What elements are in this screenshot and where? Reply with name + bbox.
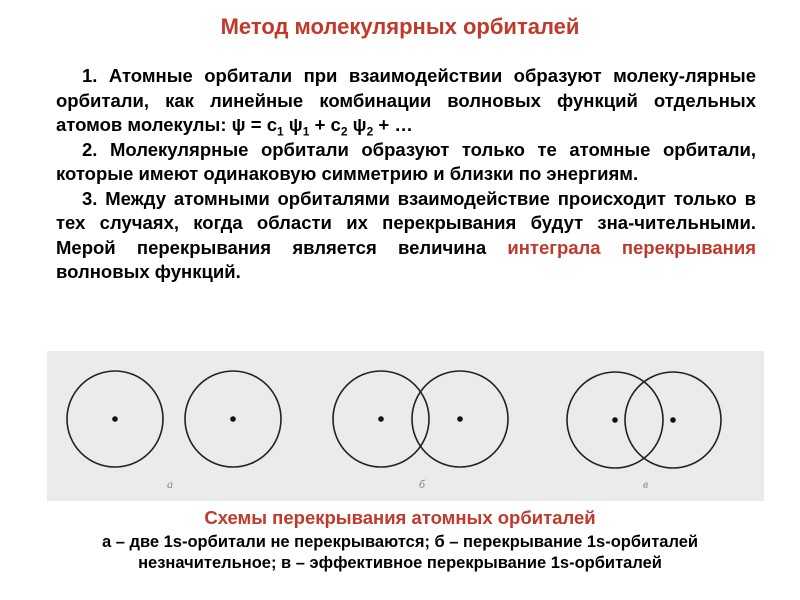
orbital-overlap-figure [47,351,764,501]
nucleus-dot [230,416,236,422]
scheme-label-a: a [167,477,173,491]
caption-line-1: а – две 1s-орбитали не перекрываются; б – перекрывание 1s-орбиталей [101,533,699,551]
formula-sub: 2 [366,124,374,139]
formula-psi2: ψ [347,114,367,135]
scheme-b [333,371,508,467]
formula [231,114,413,139]
paragraph-2: 2. Молекулярные орбитали образуют только те атомные орбитали, которые имеют одинаковую симметрию и близки по энергиям. [56,138,756,184]
formula-sub: 1 [302,124,310,139]
caption-text [20,532,780,574]
formula-plus: + c [309,114,341,135]
scheme-label-b: б [419,477,426,491]
paragraph-3-tail: волновых функций. [56,261,241,282]
body-text [56,64,756,285]
scheme-c [567,372,721,468]
overlap-integral-term: интеграла перекрывания [507,236,757,258]
caption-title: Схемы перекрывания атомных орбиталей [204,507,596,528]
paragraph-3-text: 3. Между атомными орбиталями взаимодействие происходит только в тех случаях, когда области их перекрывания будут зна-чительными. Мерой перекрывания является величина [56,187,756,258]
nucleus-dot [612,417,618,423]
formula-tail: + … [373,114,413,135]
formula-psi1: ψ [283,114,303,135]
scheme-a [67,371,281,467]
formula-psi: ψ [231,114,246,135]
nucleus-dot [378,416,384,422]
nucleus-dot [670,417,676,423]
formula-sub: 2 [340,124,348,139]
paragraph-3 [56,187,756,285]
paragraph-1-text: 1. Атомные орбитали при взаимодействии образуют молеку-лярные орбитали, как линейные комбинации волновых функций отдельных атомов молекулы: [56,65,756,135]
paragraph-1 [56,64,756,138]
nucleus-dot [112,416,118,422]
formula-eq: = c [245,114,277,135]
scheme-label-c: в [643,477,649,491]
page-title: Метод молекулярных орбиталей [220,14,580,39]
formula-sub: 1 [276,124,284,139]
orbital-diagram [47,351,764,501]
nucleus-dot [457,416,463,422]
caption-line-2: незначительное; в – эффективное перекрывание 1s-орбиталей [138,554,662,572]
